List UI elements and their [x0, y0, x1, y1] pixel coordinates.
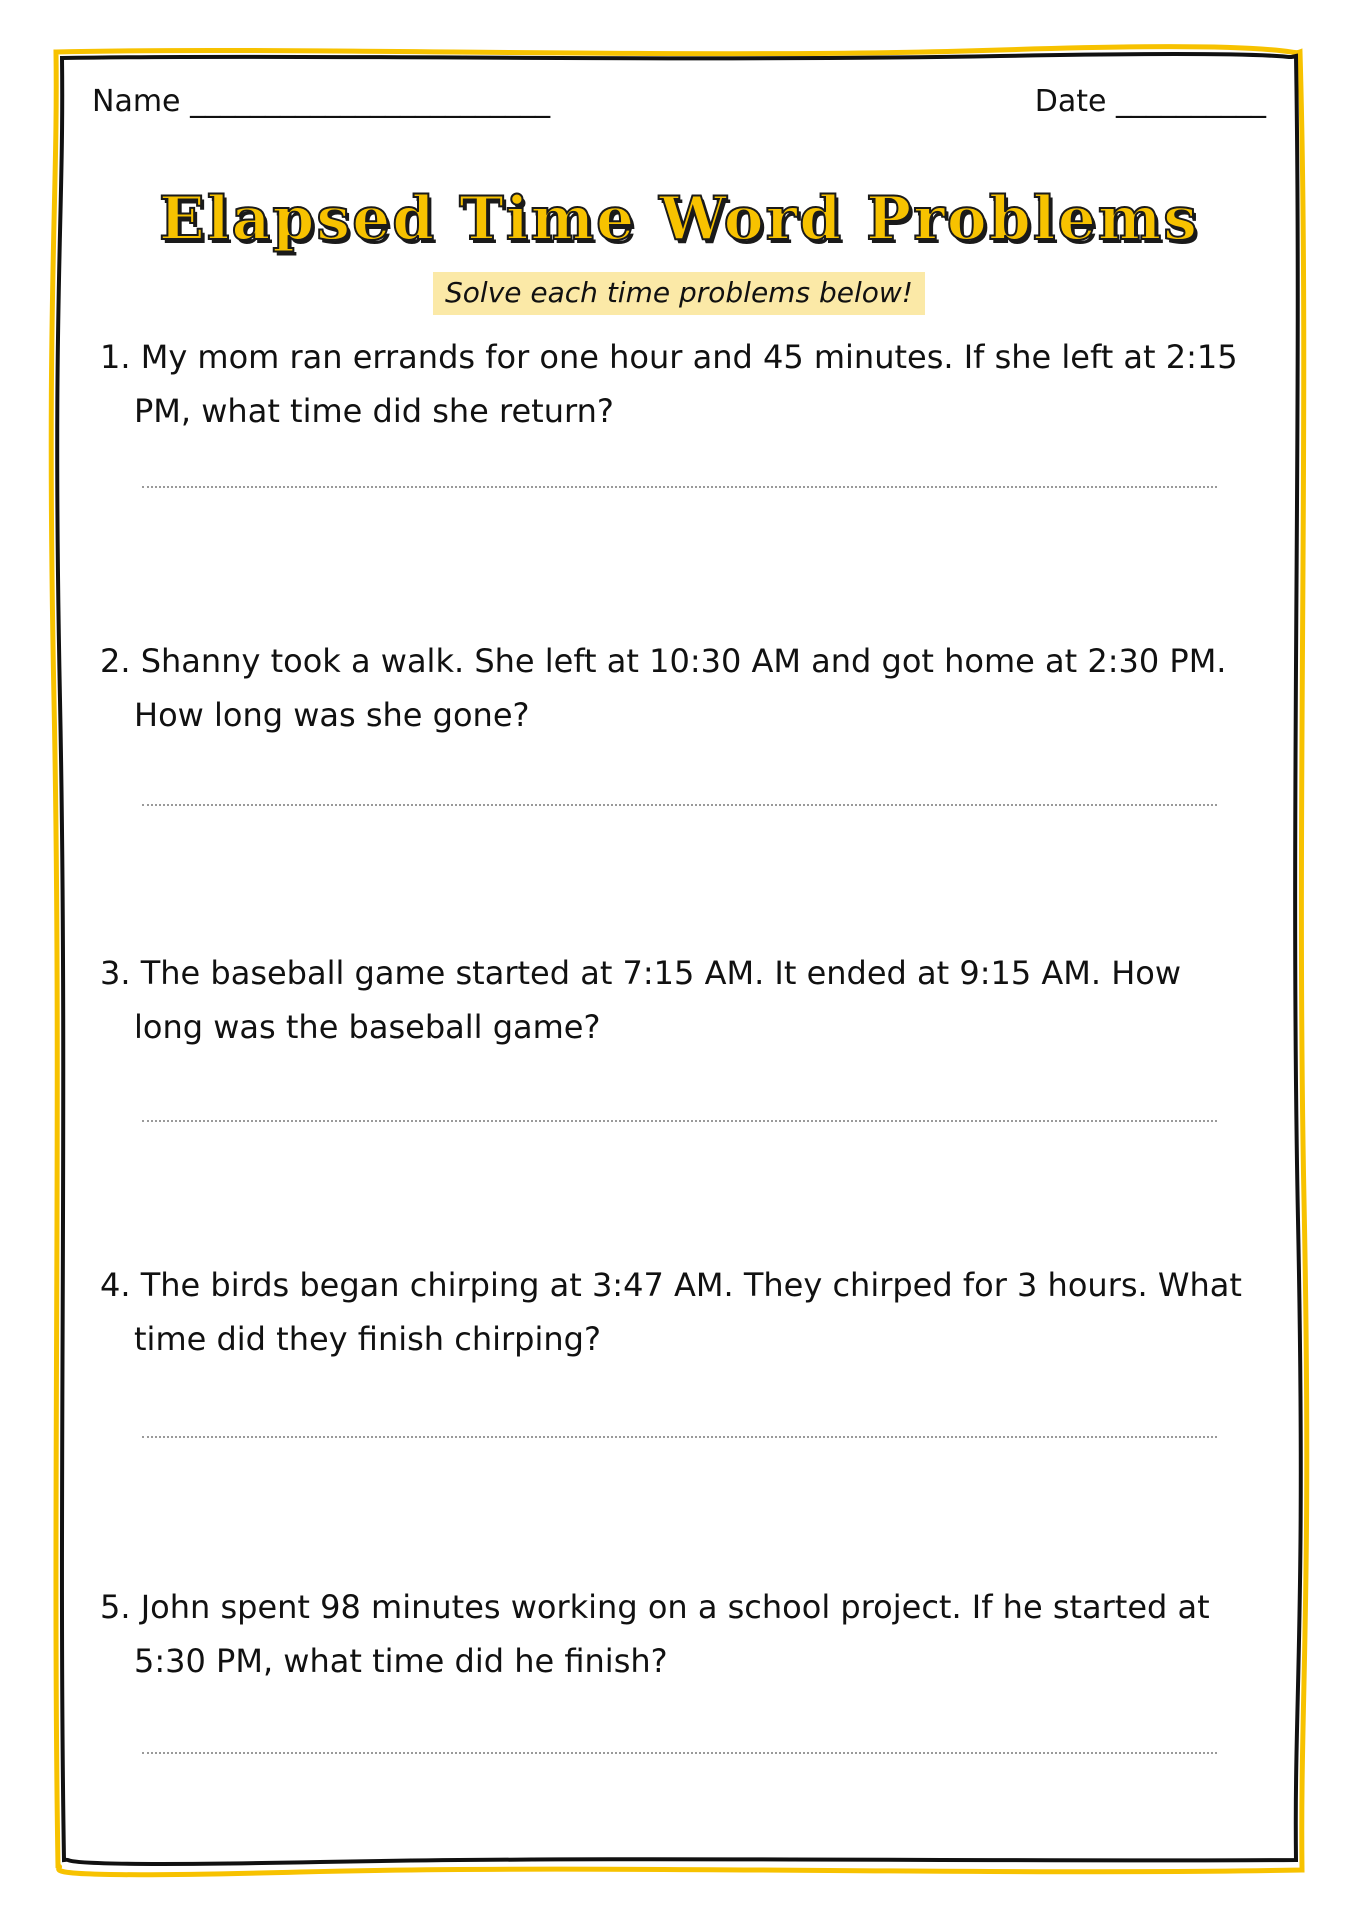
question-2	[100, 634, 1260, 742]
name-label: Name	[92, 84, 181, 119]
question-3	[100, 946, 1260, 1054]
date-label: Date	[1034, 84, 1107, 119]
answer-line-2[interactable]	[142, 804, 1217, 806]
question-text: 5. John spent 98 minutes working on a school project. If he started at 5:30 PM, what time did he finish?	[100, 1588, 1210, 1680]
answer-line-3[interactable]	[142, 1120, 1217, 1122]
answer-line-4[interactable]	[142, 1436, 1217, 1438]
question-1	[100, 330, 1260, 438]
question-text: 1. My mom ran errands for one hour and 45 minutes. If she left at 2:15 PM, what time did she return?	[100, 338, 1238, 430]
question-text: 4. The birds began chirping at 3:47 AM. They chirped for 3 hours. What time did they finish chirping?	[100, 1266, 1242, 1358]
name-blank[interactable]: ________________________	[190, 84, 551, 119]
answer-line-1[interactable]	[142, 486, 1217, 488]
question-4	[100, 1258, 1260, 1366]
subtitle-wrap	[0, 272, 1358, 315]
name-field[interactable]	[92, 84, 550, 119]
worksheet-title: Elapsed Time Word Problems	[158, 184, 1200, 254]
question-text: 3. The baseball game started at 7:15 AM. It ended at 9:15 AM. How long was the baseball game?	[100, 954, 1182, 1046]
date-blank[interactable]: __________	[1116, 84, 1266, 119]
question-text: 2. Shanny took a walk. She left at 10:30 AM and got home at 2:30 PM. How long was she gone?	[100, 642, 1227, 734]
date-field[interactable]	[1035, 84, 1266, 119]
question-5	[100, 1580, 1260, 1688]
header-row	[92, 84, 1266, 144]
answer-line-5[interactable]	[142, 1752, 1217, 1754]
worksheet-subtitle: Solve each time problems below!	[433, 272, 925, 315]
